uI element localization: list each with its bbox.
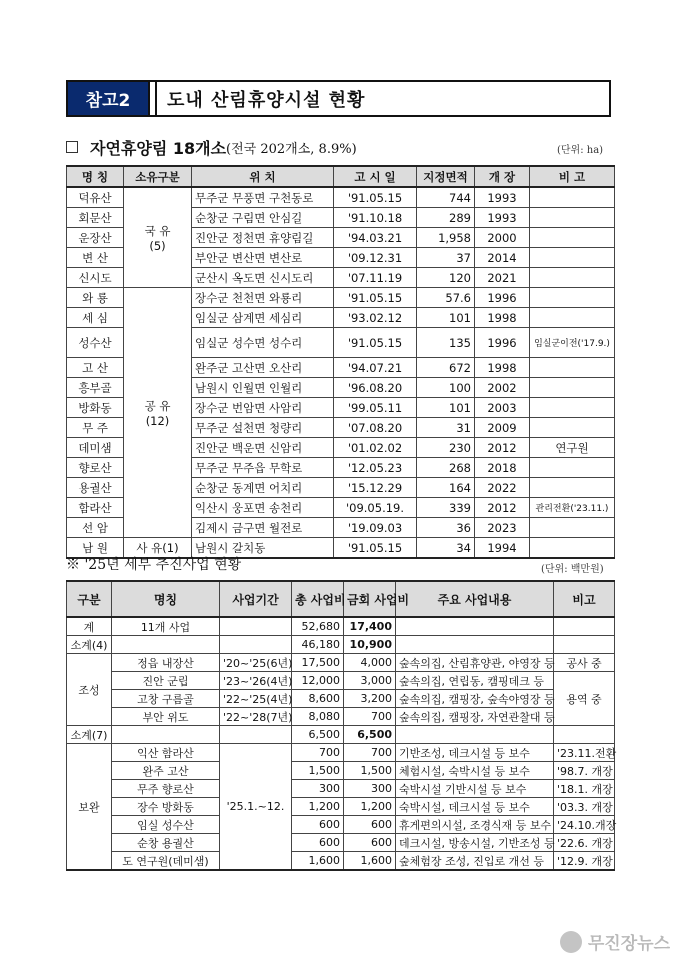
watermark-text: 무진장뉴스 xyxy=(587,934,670,954)
cell-area: 34 xyxy=(417,538,475,559)
owner-count: (5) xyxy=(149,238,166,253)
cell-name: 세 심 xyxy=(67,308,124,328)
cell-open: 1998 xyxy=(475,358,530,378)
cell-date: '96.08.20 xyxy=(334,378,417,398)
cell-period: '20~'25(6년) xyxy=(220,654,292,672)
cell-total-cost: 300 xyxy=(292,780,344,798)
table2-header-row xyxy=(67,581,615,617)
cell-content: 체험시설, 숙박시설 등 보수 xyxy=(396,762,554,780)
cell-content: 숲속의집, 캠핑장, 숲속야영장 등 xyxy=(396,690,554,708)
cell-name: 회문산 xyxy=(67,208,124,228)
cell-project-name: 11개 사업 xyxy=(112,617,220,636)
table-row xyxy=(67,780,615,798)
table-row xyxy=(67,744,615,762)
cell-period: '23~'26(4년) xyxy=(220,672,292,690)
cell-remark: 용역 중 xyxy=(554,672,615,726)
cell-note: 관리전환('23.11.) xyxy=(530,498,615,518)
table-row xyxy=(67,690,615,708)
cell-project-name xyxy=(112,726,220,744)
cell-name: 선 암 xyxy=(67,518,124,538)
cell-open: 1996 xyxy=(475,328,530,358)
cell-remark: '98.7. 개장 xyxy=(554,762,615,780)
owner-count: (12) xyxy=(145,413,170,428)
cell-note xyxy=(530,248,615,268)
cell-location: 부안군 변산면 변산로 xyxy=(192,248,334,268)
cell-open: 2000 xyxy=(475,228,530,248)
cell-project-name: 익산 함라산 xyxy=(112,744,220,762)
cell-total-cost: 8,600 xyxy=(292,690,344,708)
cell-content: 숲속의집, 연립동, 캠핑데크 등 xyxy=(396,672,554,690)
cell-remark: '12.9. 개장 xyxy=(554,852,615,871)
cell-date: '94.07.21 xyxy=(334,358,417,378)
cell-remark: '23.11.전환 xyxy=(554,744,615,762)
cell-date: '19.09.03 xyxy=(334,518,417,538)
table-row xyxy=(67,288,615,308)
cell-open: 2003 xyxy=(475,398,530,418)
cell-location: 완주군 고산면 오산리 xyxy=(192,358,334,378)
col-total-cost xyxy=(292,581,344,617)
col-period: 사업기간 xyxy=(220,581,292,617)
forest-table xyxy=(66,165,615,559)
cell-owner-group xyxy=(124,288,192,538)
cell-name: 고 산 xyxy=(67,358,124,378)
cell-name: 변 산 xyxy=(67,248,124,268)
cell-owner-group xyxy=(124,187,192,288)
col-remark: 비고 xyxy=(554,581,615,617)
cell-total-cost: 8,080 xyxy=(292,708,344,726)
cell-this-cost: 4,000 xyxy=(344,654,396,672)
section-header xyxy=(66,80,611,117)
cell-note xyxy=(530,538,615,559)
cell-content: 데크시설, 방송시설, 기반조성 등 xyxy=(396,834,554,852)
cell-name: 방화동 xyxy=(67,398,124,418)
cell-project-name: 진안 군립 xyxy=(112,672,220,690)
cell-area: 1,958 xyxy=(417,228,475,248)
cell-project-name xyxy=(112,636,220,654)
cell-name: 와 룡 xyxy=(67,288,124,308)
cell-location: 장수군 천천면 와룡리 xyxy=(192,288,334,308)
cell-open: 2021 xyxy=(475,268,530,288)
table-row xyxy=(67,762,615,780)
cell-project-name: 무주 향로산 xyxy=(112,780,220,798)
cell-this-cost: 600 xyxy=(344,816,396,834)
table-row xyxy=(67,672,615,690)
cell-location: 순창군 구림면 안심길 xyxy=(192,208,334,228)
cell-open: 1994 xyxy=(475,538,530,559)
owner-label: 국 유 xyxy=(144,223,171,238)
cell-this-cost: 10,900 xyxy=(344,636,396,654)
cell-location: 군산시 옥도면 신시도리 xyxy=(192,268,334,288)
cell-area: 100 xyxy=(417,378,475,398)
cell-this-cost: 700 xyxy=(344,744,396,762)
cell-content: 숲속의집, 캠핑장, 자연관찰대 등 xyxy=(396,708,554,726)
table-row xyxy=(67,816,615,834)
cell-total-cost: 12,000 xyxy=(292,672,344,690)
col-content: 주요 사업내용 xyxy=(396,581,554,617)
cell-total-cost: 1,600 xyxy=(292,852,344,871)
cell-this-cost: 3,000 xyxy=(344,672,396,690)
cell-location: 장수군 번암면 사암리 xyxy=(192,398,334,418)
checkbox-square-icon xyxy=(66,141,78,153)
table-row xyxy=(67,834,615,852)
cell-note: 연구원 xyxy=(530,438,615,458)
col-total-cost-label: 총 사업비 xyxy=(295,592,346,607)
cell-area: 101 xyxy=(417,398,475,418)
cell-open: 2002 xyxy=(475,378,530,398)
cell-date: '93.02.12 xyxy=(334,308,417,328)
col-open: 개 장 xyxy=(475,166,530,187)
cell-date: '09.05.19. xyxy=(334,498,417,518)
cell-project-name: 정읍 내장산 xyxy=(112,654,220,672)
col-date: 고 시 일 xyxy=(334,166,417,187)
watermark xyxy=(560,929,670,954)
cell-area: 744 xyxy=(417,187,475,208)
cell-date: '91.05.15 xyxy=(334,288,417,308)
cell-this-cost: 1,200 xyxy=(344,798,396,816)
cell-content: 숙박시설 기반시설 등 보수 xyxy=(396,780,554,798)
cell-date: '99.05.11 xyxy=(334,398,417,418)
table2-unit: (단위: 백만원) xyxy=(541,564,604,575)
cell-note xyxy=(530,478,615,498)
cell-content: 숲체험장 조성, 진입로 개선 등 xyxy=(396,852,554,871)
cell-note: 임실군이전('17.9.) xyxy=(530,328,615,358)
cell-note xyxy=(530,208,615,228)
cell-total-cost: 1,200 xyxy=(292,798,344,816)
cell-name: 데미샘 xyxy=(67,438,124,458)
cell-name: 신시도 xyxy=(67,268,124,288)
cell-name: 용궐산 xyxy=(67,478,124,498)
cell-group-repair: 보완 xyxy=(67,744,112,871)
cell-this-cost: 600 xyxy=(344,834,396,852)
cell-area: 31 xyxy=(417,418,475,438)
cell-this-cost: 1,500 xyxy=(344,762,396,780)
table-row xyxy=(67,187,615,208)
cell-category: 소계(7) xyxy=(67,726,112,744)
col-note: 비 고 xyxy=(530,166,615,187)
col-area: 지정면적 xyxy=(417,166,475,187)
cell-remark: '24.10.개장 xyxy=(554,816,615,834)
cell-date: '01.02.02 xyxy=(334,438,417,458)
cell-category: 계 xyxy=(67,617,112,636)
cell-open: 2014 xyxy=(475,248,530,268)
cell-content: 휴게편의시설, 조경식재 등 보수 xyxy=(396,816,554,834)
cell-area: 289 xyxy=(417,208,475,228)
cell-area: 268 xyxy=(417,458,475,478)
cell-date: '15.12.29 xyxy=(334,478,417,498)
cell-open: 1998 xyxy=(475,308,530,328)
table-row xyxy=(67,654,615,672)
cell-location: 임실군 삼계면 세심리 xyxy=(192,308,334,328)
header-divider xyxy=(150,82,157,115)
cell-name: 흥부골 xyxy=(67,378,124,398)
cell-remark: '18.1. 개장 xyxy=(554,780,615,798)
cell-area: 164 xyxy=(417,478,475,498)
cell-project-name: 장수 방화동 xyxy=(112,798,220,816)
cell-area: 37 xyxy=(417,248,475,268)
col-location: 위 치 xyxy=(192,166,334,187)
section1-note: (전국 202개소, 8.9%) xyxy=(226,141,357,157)
col-this-cost xyxy=(344,581,410,617)
table1-header-row xyxy=(67,166,615,187)
cell-location: 김제시 금구면 월전로 xyxy=(192,518,334,538)
cell-area: 101 xyxy=(417,308,475,328)
cell-remark: '03.3. 개장 xyxy=(554,798,615,816)
cell-total-cost: 600 xyxy=(292,834,344,852)
cell-location: 진안군 백운면 신암리 xyxy=(192,438,334,458)
cell-period: '25.1.~12. xyxy=(220,744,292,871)
cell-total-cost: 700 xyxy=(292,744,344,762)
cell-project-name: 순창 용궐산 xyxy=(112,834,220,852)
section2-title: ※ '25년 세부 추진사업 현황 xyxy=(66,557,242,573)
cell-area: 120 xyxy=(417,268,475,288)
watermark-logo-icon xyxy=(560,931,582,953)
cell-remark: 공사 중 xyxy=(554,654,615,672)
cell-period xyxy=(220,726,292,744)
cell-this-cost: 300 xyxy=(344,780,396,798)
cell-project-name: 부안 위도 xyxy=(112,708,220,726)
cell-total-cost: 52,680 xyxy=(292,617,344,636)
cell-date: '91.05.15 xyxy=(334,328,417,358)
cell-note xyxy=(530,268,615,288)
cell-name: 함라산 xyxy=(67,498,124,518)
cell-date: '94.03.21 xyxy=(334,228,417,248)
cell-name: 향로산 xyxy=(67,458,124,478)
col-this-cost-label: 금회 사업비 xyxy=(347,592,410,607)
cell-remark: '22.6. 개장 xyxy=(554,834,615,852)
cell-category: 소계(4) xyxy=(67,636,112,654)
cell-open: 2009 xyxy=(475,418,530,438)
col-project-name: 명칭 xyxy=(112,581,220,617)
cell-area: 230 xyxy=(417,438,475,458)
col-owner: 소유구분 xyxy=(124,166,192,187)
cell-date: '91.10.18 xyxy=(334,208,417,228)
table-row xyxy=(67,708,615,726)
cell-date: '91.05.15 xyxy=(334,538,417,559)
cell-content: 숙박시설, 데크시설 등 보수 xyxy=(396,798,554,816)
cell-total-cost: 17,500 xyxy=(292,654,344,672)
cell-area: 57.6 xyxy=(417,288,475,308)
cell-location: 남원시 갈치동 xyxy=(192,538,334,559)
cell-period: '22~'28(7년) xyxy=(220,708,292,726)
cell-location: 임실군 성수면 성수리 xyxy=(192,328,334,358)
subtotal-row xyxy=(67,636,615,654)
cell-content xyxy=(396,636,554,654)
table1-unit: (단위: ha) xyxy=(557,145,604,156)
cell-date: '91.05.15 xyxy=(334,187,417,208)
cell-period: '22~'25(4년) xyxy=(220,690,292,708)
cell-project-name: 고창 구름골 xyxy=(112,690,220,708)
cell-location: 무주군 무주읍 무학로 xyxy=(192,458,334,478)
cell-note xyxy=(530,288,615,308)
cell-open: 2012 xyxy=(475,498,530,518)
cell-area: 339 xyxy=(417,498,475,518)
cell-period xyxy=(220,617,292,636)
table-row xyxy=(67,852,615,871)
cell-this-cost: 3,200 xyxy=(344,690,396,708)
cell-note xyxy=(530,518,615,538)
table-row xyxy=(67,798,615,816)
total-row xyxy=(67,617,615,636)
cell-open: 2012 xyxy=(475,438,530,458)
project-table xyxy=(66,580,615,871)
cell-total-cost: 46,180 xyxy=(292,636,344,654)
cell-this-cost: 700 xyxy=(344,708,396,726)
cell-content: 숲속의집, 산림휴양관, 야영장 등 xyxy=(396,654,554,672)
cell-content xyxy=(396,726,554,744)
section1-title xyxy=(66,136,614,158)
cell-project-name: 도 연구원(데미샘) xyxy=(112,852,220,871)
cell-location: 익산시 웅포면 송천리 xyxy=(192,498,334,518)
cell-open: 2023 xyxy=(475,518,530,538)
cell-area: 36 xyxy=(417,518,475,538)
cell-this-cost: 17,400 xyxy=(344,617,396,636)
cell-note xyxy=(530,418,615,438)
header-tag: 참고2 xyxy=(68,82,150,115)
cell-note xyxy=(530,308,615,328)
cell-total-cost: 600 xyxy=(292,816,344,834)
cell-name: 무 주 xyxy=(67,418,124,438)
subtotal-row xyxy=(67,726,615,744)
cell-name: 성수산 xyxy=(67,328,124,358)
cell-note xyxy=(530,187,615,208)
cell-name: 운장산 xyxy=(67,228,124,248)
cell-remark xyxy=(554,726,615,744)
cell-area: 135 xyxy=(417,328,475,358)
cell-date: '07.08.20 xyxy=(334,418,417,438)
owner-label: 사 유(1) xyxy=(136,540,179,555)
cell-date: '09.12.31 xyxy=(334,248,417,268)
cell-total-cost: 6,500 xyxy=(292,726,344,744)
col-category: 구분 xyxy=(67,581,112,617)
cell-location: 무주군 무풍면 구천동로 xyxy=(192,187,334,208)
cell-date: '07.11.19 xyxy=(334,268,417,288)
cell-project-name: 완주 고산 xyxy=(112,762,220,780)
cell-this-cost: 6,500 xyxy=(344,726,396,744)
cell-this-cost: 1,600 xyxy=(344,852,396,871)
cell-project-name: 임실 성수산 xyxy=(112,816,220,834)
cell-open: 2018 xyxy=(475,458,530,478)
cell-note xyxy=(530,378,615,398)
cell-open: 1993 xyxy=(475,187,530,208)
cell-group-build: 조성 xyxy=(67,654,112,726)
cell-note xyxy=(530,228,615,248)
cell-period xyxy=(220,636,292,654)
cell-note xyxy=(530,458,615,478)
cell-location: 진안군 정천면 휴양림길 xyxy=(192,228,334,248)
col-name: 명 칭 xyxy=(67,166,124,187)
cell-remark xyxy=(554,636,615,654)
cell-location: 순창군 동계면 어치리 xyxy=(192,478,334,498)
cell-remark xyxy=(554,617,615,636)
cell-name: 덕유산 xyxy=(67,187,124,208)
cell-name: 남 원 xyxy=(67,538,124,559)
cell-content xyxy=(396,617,554,636)
cell-content: 기반조성, 데크시설 등 보수 xyxy=(396,744,554,762)
cell-open: 1993 xyxy=(475,208,530,228)
cell-open: 1996 xyxy=(475,288,530,308)
cell-date: '12.05.23 xyxy=(334,458,417,478)
cell-open: 2022 xyxy=(475,478,530,498)
cell-total-cost: 1,500 xyxy=(292,762,344,780)
header-title: 도내 산림휴양시설 현황 xyxy=(167,89,366,111)
owner-label: 공 유 xyxy=(144,398,171,413)
cell-note xyxy=(530,398,615,418)
cell-location: 남원시 인월면 인월리 xyxy=(192,378,334,398)
cell-area: 672 xyxy=(417,358,475,378)
section1-heading: 자연휴양림 18개소 xyxy=(90,138,227,158)
cell-note xyxy=(530,358,615,378)
cell-location: 무주군 설천면 청량리 xyxy=(192,418,334,438)
